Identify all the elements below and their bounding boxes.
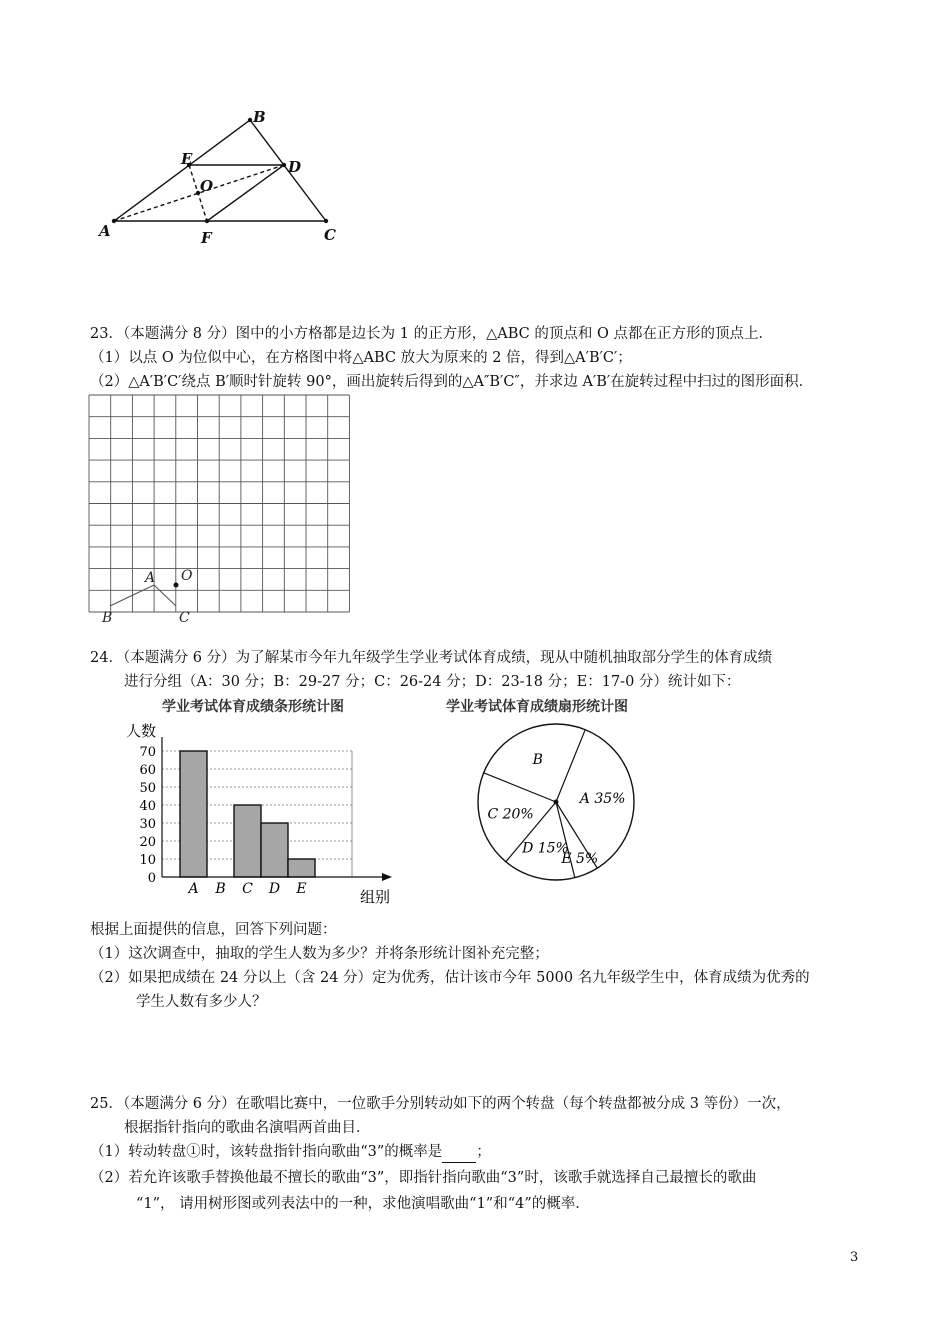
q25-part1 <box>90 1142 491 1163</box>
point-o <box>174 583 179 588</box>
q25-stem: 25．（本题满分 6 分）在歌唱比赛中，一位歌手分别转动如下的两个转盘（每个转盘都被分成 3 等份）一次， <box>90 1096 791 1112</box>
pie-label: B <box>532 751 543 768</box>
x-axis-arrow <box>382 873 392 881</box>
x-tick-label: C <box>242 881 253 897</box>
q25-part2-cont: “1”， 请用树形图或列表法中的一种，求他演唱歌曲“1”和“4”的概率． <box>136 1196 590 1212</box>
y-tick-label: 60 <box>139 763 156 778</box>
label-e: E <box>181 150 193 168</box>
q24-stem: 24．（本题满分 6 分）为了解某市今年九年级学生学业考试体育成绩，现从中随机抽取部分学生的体育成绩 <box>90 650 773 666</box>
x-tick-label: A <box>188 881 199 897</box>
q25-stem-cont: 根据指针指向的歌曲名演唱两首曲目． <box>124 1120 371 1136</box>
page-number: 3 <box>850 1250 859 1265</box>
answer-blank <box>442 1142 476 1163</box>
bar-D <box>261 823 288 877</box>
bar-chart <box>118 716 408 906</box>
label-d: D <box>288 158 302 176</box>
q23-stem: 23．（本题满分 8 分）图中的小方格都是边长为 1 的正方形，△ABC 的顶点和 O 点都在正方形的顶点上． <box>90 326 773 342</box>
x-tick-label: D <box>268 881 281 897</box>
q24-prompt: 根据上面提供的信息，回答下列问题： <box>90 922 337 938</box>
label-a: A <box>99 222 111 240</box>
pie-chart <box>470 720 650 890</box>
bar-chart-title: 学业考试体育成绩条形统计图 <box>162 699 344 715</box>
y-tick-label: 40 <box>139 799 156 814</box>
q23-part2: （2）△A′B′C′绕点 B′顺时针旋转 90°，画出旋转后得到的△A″B′C″，并求边 A′B′在旋转过程中扫过的图形面积． <box>90 374 814 390</box>
q25-part2: （2）若允许该歌手替换他最不擅长的歌曲“3”，即指针指向歌曲“3”时，该歌手就选择自己最擅长的歌曲 <box>90 1170 757 1186</box>
label-c: C <box>324 226 336 244</box>
pie-label: C 20% <box>487 806 534 823</box>
x-tick-label: B <box>215 881 226 897</box>
y-tick-label: 10 <box>139 853 156 868</box>
label-f: F <box>201 229 212 247</box>
pie-label: A 35% <box>579 790 626 807</box>
q24-part1: （1）这次调查中，抽取的学生人数为多少？并将条形统计图补充完整； <box>90 946 549 962</box>
q23-part1: （1）以点 O 为位似中心，在方格图中将△ABC 放大为原来的 2 倍，得到△A′B′C′； <box>90 350 632 366</box>
grid-label-c: C <box>179 610 190 626</box>
triangle-abc <box>110 585 176 606</box>
y-tick-label: 0 <box>147 871 156 886</box>
grid-label-o: O <box>181 568 193 584</box>
pie-label: E 5% <box>561 851 599 868</box>
y-tick-label: 20 <box>139 835 156 850</box>
bar-A <box>180 751 207 877</box>
q24-stem-cont: 进行分组（A：30 分；B：29-27 分；C：26-24 分；D：23-18 分；E：17-0 分）统计如下： <box>124 674 741 690</box>
y-tick-label: 50 <box>139 781 156 796</box>
x-tick-label: E <box>296 881 307 897</box>
q25-part1-end: ； <box>476 1144 491 1160</box>
pie-chart-title: 学业考试体育成绩扇形统计图 <box>446 699 628 715</box>
pie-label: D 15% <box>522 840 569 857</box>
q25-part1-text: （1）转动转盘①时，该转盘指针指向歌曲“3”的概率是 <box>90 1144 443 1160</box>
q24-part2: （2）如果把成绩在 24 分以上（含 24 分）定为优秀，估计该市今年 5000 名九年级学生中，体育成绩为优秀的 <box>90 970 810 986</box>
segment-ab <box>114 120 250 221</box>
y-tick-label: 70 <box>139 745 156 760</box>
y-tick-label: 30 <box>139 817 156 832</box>
y-axis-label: 人数 <box>126 722 157 740</box>
label-b: B <box>253 108 266 126</box>
bar-E <box>288 859 315 877</box>
pie-center <box>554 800 559 805</box>
square-grid-q23 <box>88 394 358 626</box>
x-axis-label: 组别 <box>360 888 391 906</box>
grid-label-a: A <box>145 570 156 586</box>
grid-label-b: B <box>102 610 113 626</box>
geometry-figure-q22 <box>90 100 360 250</box>
label-o: O <box>200 177 214 195</box>
segment-df <box>207 165 284 221</box>
bar-C <box>234 805 261 877</box>
q24-part2-cont: 学生人数有多少人？ <box>136 994 267 1010</box>
